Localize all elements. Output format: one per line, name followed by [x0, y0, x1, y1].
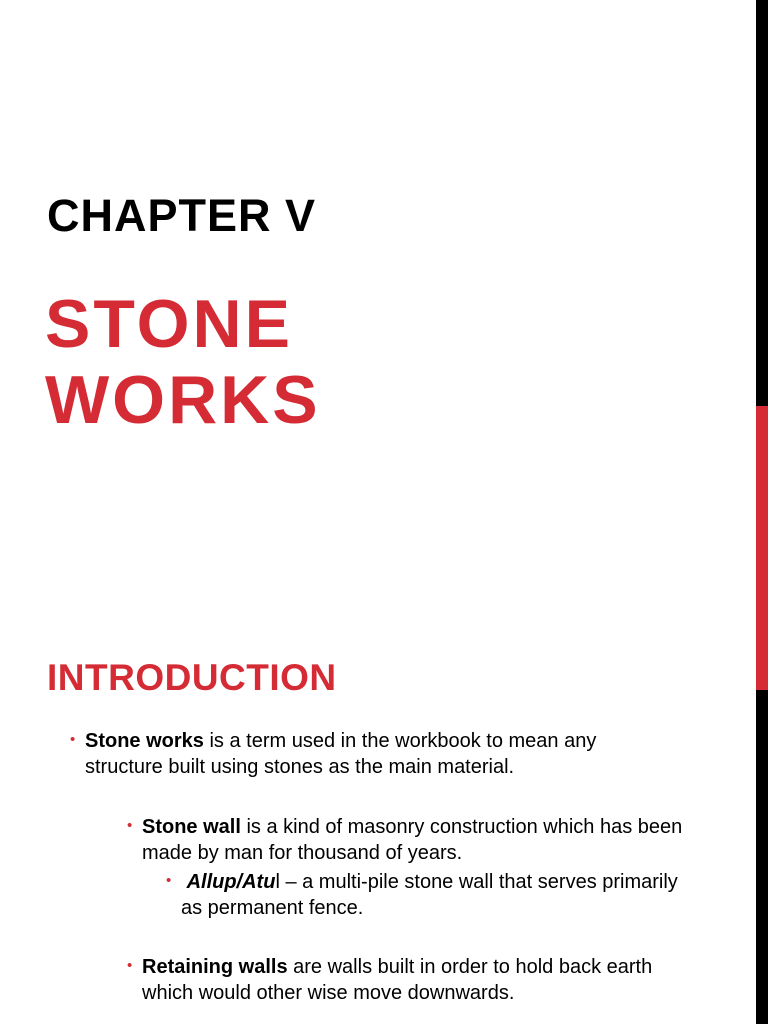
bullet-term: Retaining walls	[142, 956, 288, 978]
bullet-icon: •	[127, 817, 133, 834]
bullet-term: Allup/Atu	[186, 871, 276, 893]
slide-title	[45, 286, 321, 438]
bullet-text: – a multi-pile stone wall that serves primarily as permanent fence.	[181, 871, 678, 919]
bullet-stone-works	[70, 728, 675, 780]
bullet-text: is a term used in the workbook to mean any structure built using stones as the main material.	[85, 730, 597, 778]
introduction-heading: INTRODUCTION	[47, 657, 337, 698]
bullet-term: Stone wall	[142, 816, 241, 838]
bullet-allup-atul	[166, 869, 701, 921]
bullet-icon: •	[166, 872, 172, 889]
bullet-icon: •	[70, 731, 76, 748]
title-line-1: STONE	[45, 286, 294, 362]
bullet-term: Stone works	[85, 730, 204, 752]
bullet-retaining-walls	[127, 954, 702, 1006]
bullet-icon: •	[127, 957, 133, 974]
bullet-text: are walls built in order to hold back earth which would other wise move downwards.	[142, 956, 653, 1004]
bullet-term-suffix: l	[275, 871, 280, 893]
bullet-stone-wall	[127, 814, 702, 866]
bullet-text: is a kind of masonry construction which has been made by man for thousand of years.	[142, 816, 683, 864]
title-line-2: WORKS	[45, 362, 321, 438]
edge-bar-red	[756, 406, 768, 690]
chapter-label: CHAPTER V	[47, 190, 317, 241]
